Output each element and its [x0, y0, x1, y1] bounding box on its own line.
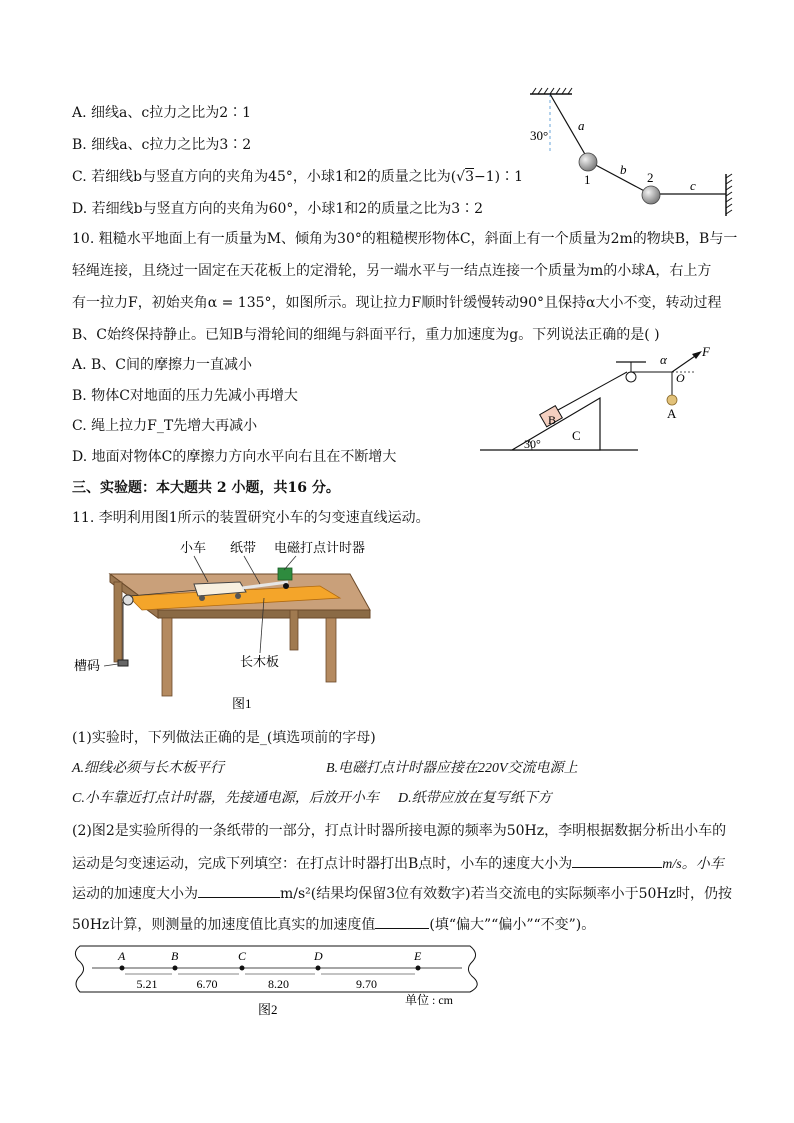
ball-a	[667, 395, 677, 405]
q10-stem-line2: 轻绳连接，且绕过一固定在天花板上的定滑轮，另一端水平与一结点连接一个质量为m的小球A，右上方	[72, 263, 712, 279]
fig2-caption: 图2	[258, 1002, 278, 1017]
q9-option-b: B. 细线a、c拉力之比为3∶2	[72, 137, 252, 153]
label-timer: 电磁打点计时器	[274, 540, 366, 555]
tape-point-B	[173, 966, 178, 971]
tape-point-E	[416, 966, 421, 971]
answer-blank-acceleration[interactable]	[198, 883, 280, 898]
q11-intro: 11. 李明利用图1所示的装置研究小车的匀变速直线运动。	[72, 510, 430, 526]
q10-label-b: B	[548, 413, 557, 427]
q9-label-1: 1	[584, 172, 591, 187]
answer-blank-velocity[interactable]	[572, 853, 662, 868]
tape-label-A: A	[118, 949, 126, 963]
timer	[278, 568, 292, 580]
ball-2	[642, 186, 660, 204]
q11-figure-2	[70, 940, 490, 1026]
weight-block	[118, 660, 128, 666]
tape-point-A	[120, 966, 125, 971]
q10-option-a: A. B、C间的摩擦力一直减小	[72, 357, 253, 373]
q11-part2-line2: 运动是匀变速运动，完成下列填空：在打点计时器打出B点时，小车的速度大小为 m/s。小车	[72, 853, 724, 874]
tape-distance-1: 6.70	[196, 977, 218, 991]
q11-part2-line1: (2)图2是实验所得的一条纸带的一部分，打点计时器所接电源的频率为50Hz，李明根据数据分析出小车的	[72, 823, 727, 839]
ball-1	[579, 153, 597, 171]
label-tape: 纸带	[230, 540, 257, 555]
q10-stem-line1: 10. 粗糙水平地面上有一质量为M、倾角为30°的粗糙楔形物体C，斜面上有一个质量为2m的物块B，B与一	[72, 231, 738, 247]
q9-label-a: a	[578, 118, 585, 133]
q9-option-d: D. 若细线b与竖直方向的夹角为60°，小球1和2的质量之比为3∶2	[72, 201, 484, 217]
tape-label-E: E	[414, 949, 422, 963]
tape-point-C	[240, 966, 245, 971]
q11-part2-line4: 50Hz计算，则测量的加速度值比真实的加速度值 (填“偏大”“偏小”“不变”)。	[72, 914, 595, 934]
q10-label-o: O	[676, 371, 685, 385]
q9-label-c: c	[690, 178, 696, 193]
section-3-heading: 三、实验题：本大题共 2 小题，共16 分。	[72, 480, 340, 496]
pulley	[626, 372, 636, 382]
tape-distance-0: 5.21	[136, 977, 158, 991]
q11-part2-line3: 运动的加速度大小为 m/s²(结果均保留3位有效数字)若当交流电的实际频率小于50Hz时，仍按	[72, 883, 732, 903]
label-cart: 小车	[180, 540, 207, 555]
q9-option-c: C. 若细线b与竖直方向的夹角为45°，小球1和2的质量之比为(√3−1)∶1	[72, 169, 524, 185]
q9-option-a: A. 细线a、c拉力之比为2∶1	[72, 105, 252, 121]
fig2-unit: 单位 : cm	[405, 993, 453, 1007]
label-weight: 槽码	[74, 658, 101, 673]
q9-figure	[520, 86, 740, 226]
q10-angle-label: 30°	[524, 437, 541, 451]
q11-option-c: C.小车靠近打点计时器，先接通电源，后放开小车	[72, 791, 379, 806]
q11-option-a: A.细线必须与长木板平行	[72, 761, 225, 776]
q9-label-2: 2	[647, 170, 654, 185]
tape-point-D	[316, 966, 321, 971]
q11-figure-1	[70, 538, 390, 718]
tape-label-C: C	[238, 949, 247, 963]
q10-option-c: C. 绳上拉力F_T先增大再减小	[72, 418, 258, 434]
q9-label-b: b	[620, 162, 627, 177]
q11-part1: (1)实验时，下列做法正确的是_(填选项前的字母)	[72, 730, 376, 746]
q11-option-b: B.电磁打点计时器应接在220V交流电源上	[326, 761, 578, 776]
q10-label-f: F	[702, 344, 710, 359]
tape-distance-3: 9.70	[356, 977, 377, 991]
q10-option-d: D. 地面对物体C的摩擦力方向水平向右且在不断增大	[72, 449, 397, 465]
q10-stem-line3: 有一拉力F，初始夹角α = 135°，如图所示。现让拉力F顺时针缓慢转动90°且保持α大小不变，转动过程	[72, 295, 722, 311]
q11-option-d: D.纸带应放在复写纸下方	[398, 791, 552, 806]
tape-label-B: B	[171, 949, 179, 963]
q10-label-alpha: α	[660, 352, 667, 367]
q10-label-a: A	[667, 406, 677, 421]
q10-figure	[476, 344, 726, 456]
label-board: 长木板	[240, 654, 280, 669]
tape-distance-2: 8.20	[268, 977, 289, 991]
q10-stem-line4: B、C始终保持静止。已知B与滑轮间的细绳与斜面平行，重力加速度为g。下列说法正确的是( )	[72, 327, 660, 343]
q9-angle-label: 30°	[530, 128, 549, 143]
q10-label-c: C	[572, 428, 581, 443]
tape-label-D: D	[314, 949, 323, 963]
q10-option-b: B. 物体C对地面的压力先减小再增大	[72, 388, 298, 404]
answer-blank-comparison[interactable]	[375, 914, 429, 929]
fig1-caption: 图1	[232, 696, 252, 711]
